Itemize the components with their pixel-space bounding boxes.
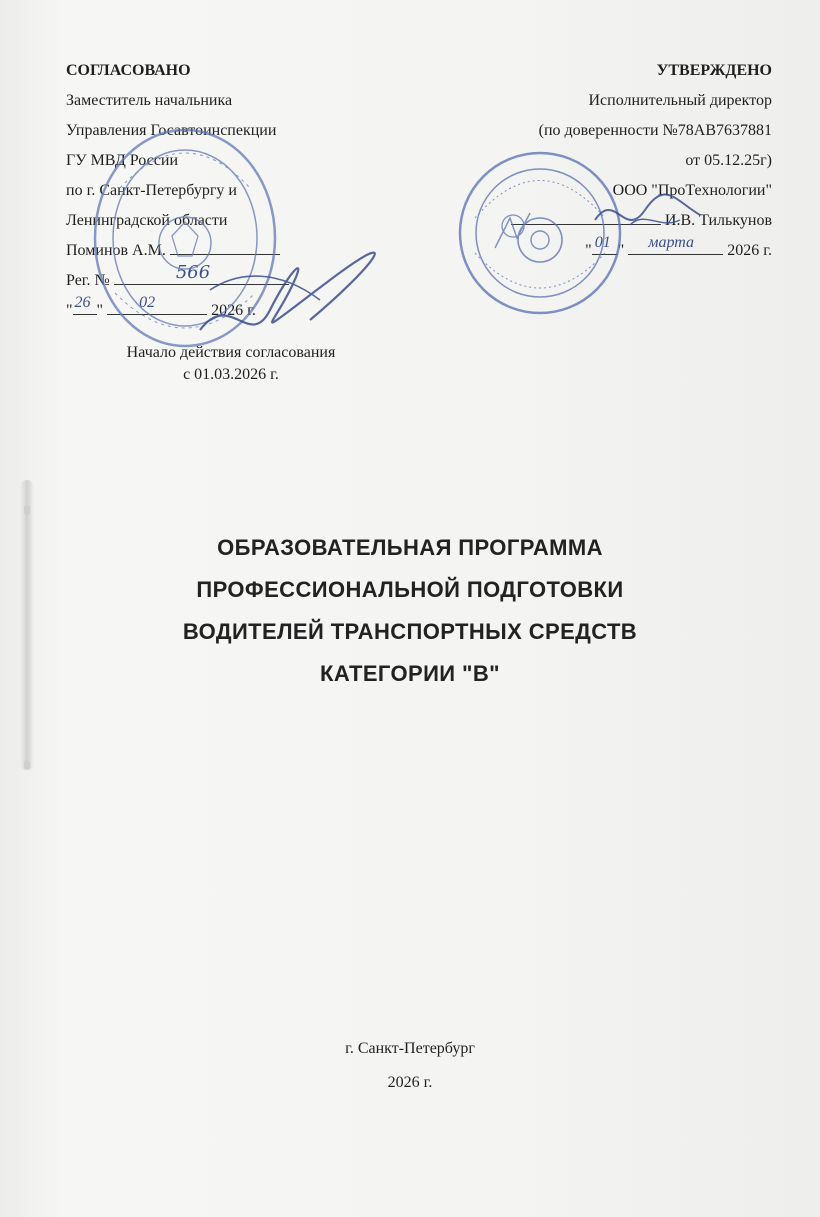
right-signature-scribble (590, 180, 710, 265)
left-date-year: 2026 г. (211, 302, 256, 319)
title-line-4: КАТЕГОРИИ "В" (320, 661, 500, 686)
staple-hole-bottom (24, 760, 30, 770)
paper-fold-shadow (20, 480, 34, 770)
left-date-quote-close: " (96, 302, 104, 319)
title-line-3: ВОДИТЕЛЕЙ ТРАНСПОРТНЫХ СРЕДСТВ (182, 619, 638, 644)
right-line-3: от 05.12.25г) (685, 152, 772, 169)
left-line-5: Ленинградской области (66, 212, 228, 229)
left-reg-value: 566 (175, 262, 211, 283)
right-line-1: Исполнительный директор (588, 92, 772, 109)
document-title (110, 527, 710, 695)
right-signature (590, 180, 710, 265)
right-signatory-name: И.В. Тилькунов (664, 212, 772, 229)
left-date-quote-open: " (66, 302, 73, 319)
note-line-1: Начало действия согласования (126, 344, 336, 361)
left-signature-scribble (190, 230, 390, 350)
title-line-2: ПРОФЕССИОНАЛЬНОЙ ПОДГОТОВКИ (196, 577, 624, 602)
left-line-4: по г. Санкт-Петербургу и (66, 182, 237, 199)
left-line-1: Заместитель начальника (66, 92, 233, 109)
left-signatory-name: Поминов А.М. (66, 242, 166, 259)
right-date-month: марта (648, 234, 694, 251)
title-line-1: ОБРАЗОВАТЕЛЬНАЯ ПРОГРАММА (217, 535, 603, 560)
staple-hole-top (24, 505, 30, 515)
left-signature (190, 230, 390, 350)
left-line-2: Управления Госавтоинспекции (66, 122, 277, 139)
left-heading: СОГЛАСОВАНО (66, 62, 191, 79)
left-line-3: ГУ МВД России (66, 152, 179, 169)
left-date-day: 26 (74, 294, 91, 311)
note-line-2: с 01.03.2026 г. (183, 366, 279, 383)
right-date-year: 2026 г. (727, 242, 772, 259)
footer-city: г. Санкт-Петербург (345, 1040, 475, 1057)
document-footer (260, 1032, 560, 1100)
left-date-month: 02 (139, 294, 156, 311)
right-line-4: ООО "ПроТехнологии" (612, 182, 772, 199)
right-heading: УТВЕРЖДЕНО (656, 62, 772, 79)
right-date-quote-close: " (617, 242, 625, 259)
left-reg-label: Рег. № (66, 272, 110, 289)
right-date-day: 01 (594, 234, 611, 251)
footer-year: 2026 г. (387, 1074, 433, 1091)
right-date-quote-open: " (585, 242, 592, 259)
right-line-2: (по доверенности №78АВ7637881 (538, 122, 772, 139)
